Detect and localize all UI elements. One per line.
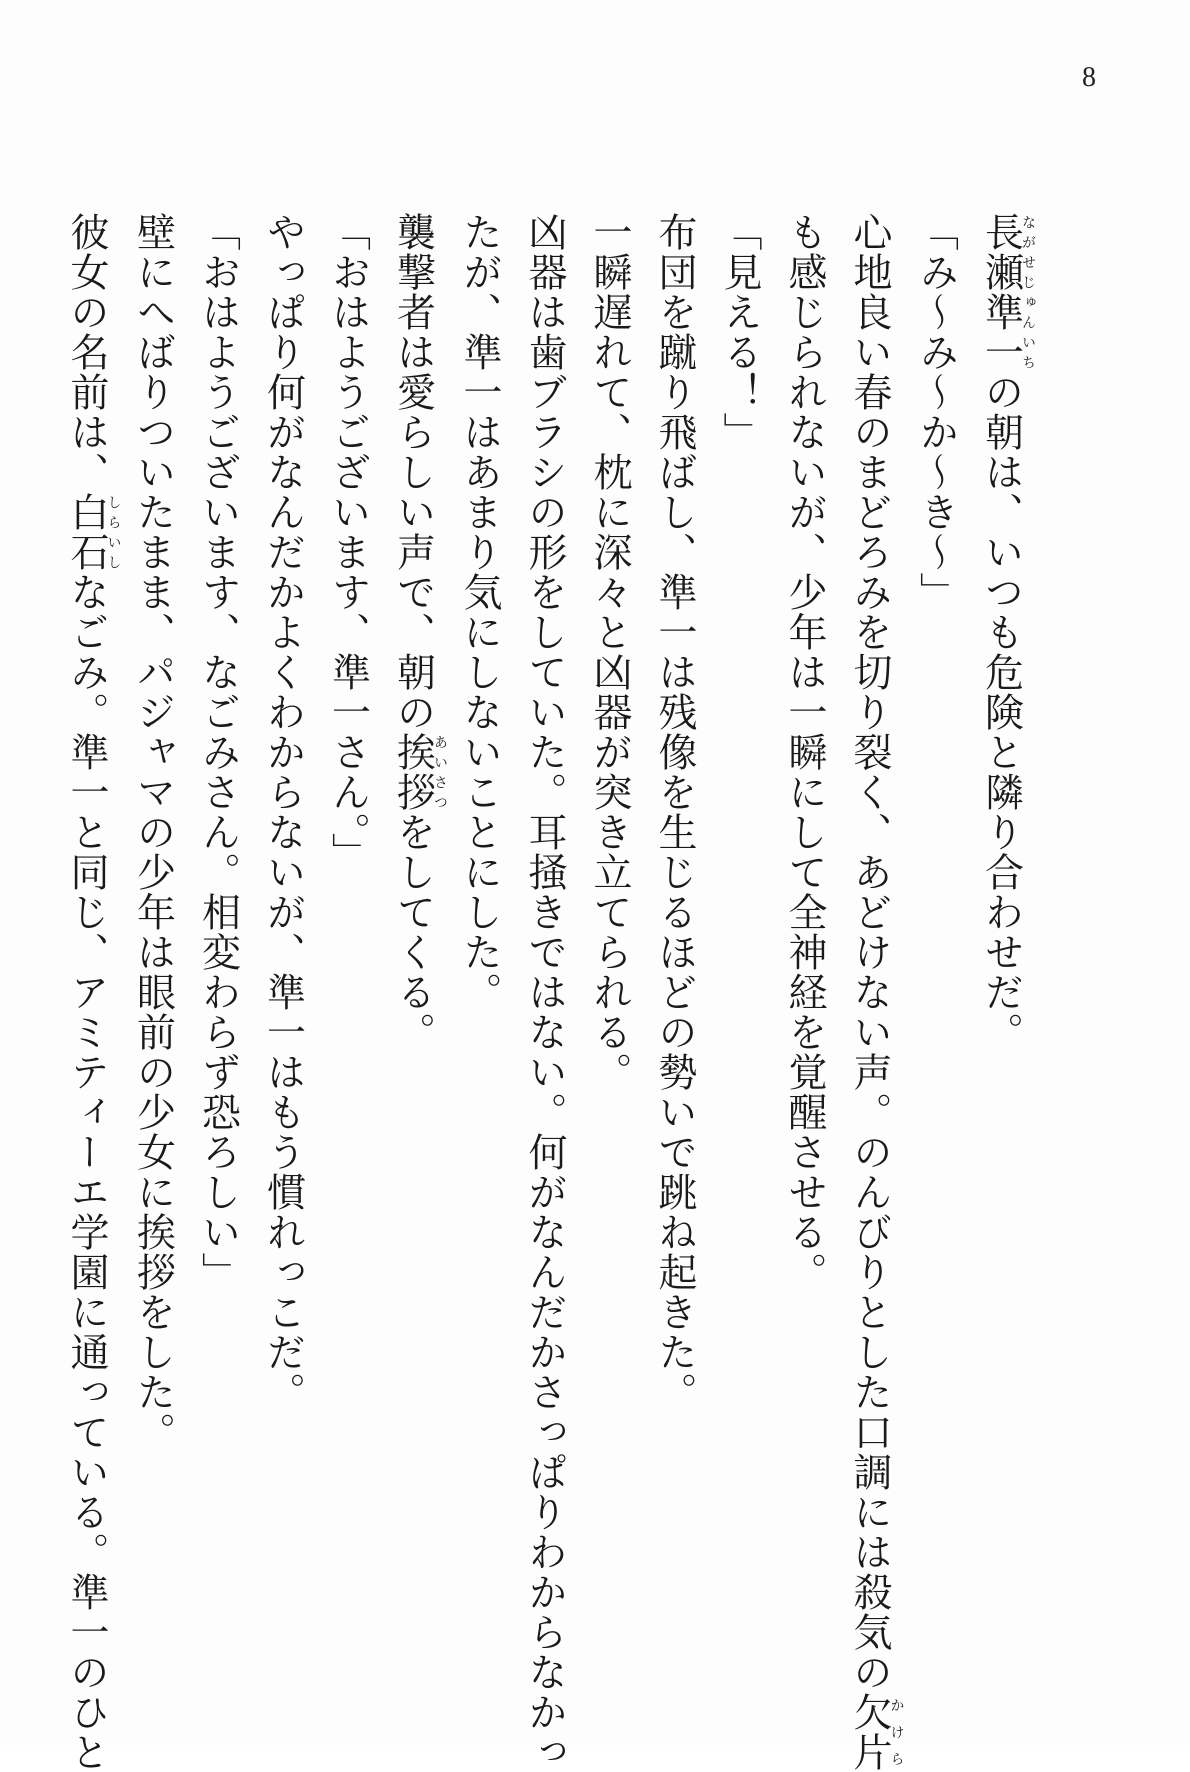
ruby-kakera: 欠片かけら (847, 1692, 905, 1772)
ruby-shiraishi: 白石しらいし (64, 492, 122, 572)
ruby-name: 長瀬準一ながせじゅんいち (978, 212, 1036, 372)
text-line-7: 一瞬遅れて、枕に深々と凶器が突き立てられる。 (587, 212, 632, 1092)
text-line-13: 「おはようございます、なごみさん。相変わらず恐ろしい」 (195, 212, 241, 1292)
text-line-8: 凶器は歯ブラシの形をしていた。耳掻きではない。何がなんだかさっぱりわからなかっ (522, 212, 567, 1772)
text-line-4: も感じられないが、少年は一瞬にして全神経を覚醒させる。 (782, 212, 827, 1292)
ruby-aisatsu: 挨拶あいさつ (390, 732, 448, 812)
page-number: 8 (1082, 62, 1096, 93)
text-line-6: 布団を蹴り飛ばし、準一は残像を生じるほどの勢いで跳ね起きた。 (652, 212, 697, 1412)
text-line-14: 壁にへばりついたまま、パジャマの少年は眼前の少女に挨拶をした。 (130, 212, 176, 1452)
text-line-9: たが、準一はあまり気にしないことにした。 (457, 212, 502, 1012)
text-line-2: 「み〜み〜か〜き〜」 (913, 212, 959, 612)
text-line-12: やっぱり何がなんだかよくわからないが、準一はもう慣れっこだ。 (260, 212, 306, 1412)
body-text (64, 212, 1036, 1772)
text-line-3: 心地良い春のまどろみを切り裂く、あどけない声。のんびりとした口調には殺気の欠片かけら (847, 212, 905, 1772)
text-line-15: 彼女の名前は、白石しらいしなごみ。準一と同じ、アミティーエ学園に通っている。準一のひと (64, 212, 122, 1772)
text-line-5: 「見える！」 (717, 212, 762, 452)
text-line-11: 「おはようございます、準一さん。」 (325, 212, 371, 873)
text-line-1: 長瀬準一ながせじゅんいちの朝は、いつも危険と隣り合わせだ。 (978, 212, 1036, 1052)
text-line-10: 襲撃者は愛らしい声で、朝の挨拶あいさつをしてくる。 (390, 212, 448, 1052)
